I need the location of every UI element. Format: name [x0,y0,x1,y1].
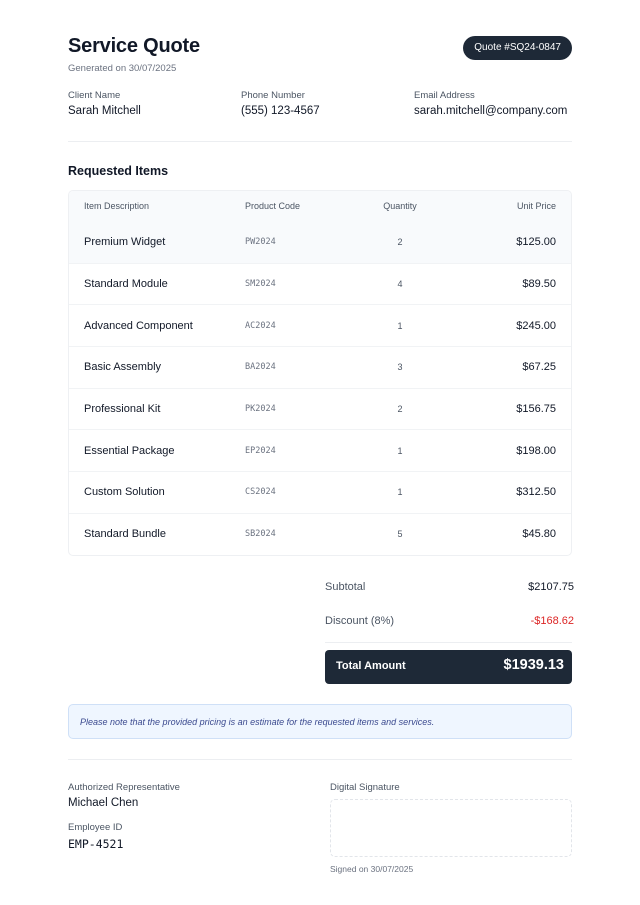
item-code: PW2024 [245,236,276,247]
pricing-note-text: Please note that the provided pricing is an estimate for the requested items and services. [80,716,435,727]
client-info [68,90,572,130]
item-price: $245.00 [516,319,556,332]
item-description: Basic Assembly [84,361,162,374]
subtotal-row [325,572,572,606]
item-code: AC2024 [245,320,276,331]
discount-value: -$168.62 [530,615,574,627]
column-header-code: Product Code [245,201,301,211]
quote-header [68,0,572,90]
item-quantity: 1 [397,445,403,456]
item-code: SB2024 [245,529,276,540]
table-row [69,346,571,388]
total-amount-box [325,650,572,684]
generated-date: Generated on 30/07/2025 [68,63,177,74]
item-code: PK2024 [245,404,276,415]
total-label: Total Amount [336,660,406,672]
client-name-label: Client Name [68,90,121,101]
item-price: $198.00 [516,444,556,457]
page-title: Service Quote [68,35,200,57]
item-code: EP2024 [245,445,276,456]
item-price: $89.50 [522,278,556,291]
table-row [69,429,571,471]
representative-info [68,782,180,851]
totals-divider [325,642,572,643]
rep-name: Michael Chen [68,797,139,809]
items-table [68,190,572,556]
discount-label: Discount (8%) [325,615,395,627]
subtotal-label: Subtotal [325,581,366,593]
item-quantity: 2 [397,236,403,247]
rep-label: Authorized Representative [68,782,180,793]
item-price: $67.25 [522,361,556,374]
table-row [69,513,571,555]
employee-id-label: Employee ID [68,822,123,833]
signature-divider [68,759,572,760]
employee-id-value: EMP-4521 [68,837,124,851]
item-code: CS2024 [245,487,276,498]
item-description: Essential Package [84,444,175,457]
signature-box[interactable] [330,799,572,857]
digital-signature-section [330,782,572,874]
item-description: Professional Kit [84,403,161,416]
column-header-description: Item Description [84,201,150,211]
item-description: Custom Solution [84,486,165,499]
email-value: sarah.mitchell@company.com [414,105,568,117]
item-quantity: 1 [397,320,403,331]
item-price: $312.50 [516,486,556,499]
table-row [69,471,571,513]
item-price: $156.75 [516,403,556,416]
item-description: Advanced Component [84,319,193,332]
table-row [69,388,571,430]
item-description: Premium Widget [84,235,166,248]
item-price: $45.80 [522,528,556,541]
column-header-price: Unit Price [516,201,556,211]
requested-items-heading: Requested Items [68,164,169,178]
item-description: Standard Module [84,278,168,291]
discount-row [325,606,572,640]
column-header-quantity: Quantity [383,201,417,211]
client-name-value: Sarah Mitchell [68,105,141,117]
totals-summary [325,572,572,684]
section-divider [68,141,572,142]
table-row [69,263,571,305]
phone-value: (555) 123-4567 [241,105,320,117]
item-code: SM2024 [245,279,276,290]
subtotal-value: $2107.75 [528,581,574,593]
pricing-note [68,704,572,739]
item-description: Standard Bundle [84,528,166,541]
item-price: $125.00 [516,235,556,248]
email-field [414,90,567,117]
total-value: $1939.13 [503,657,564,673]
table-row [69,304,571,346]
item-quantity: 3 [397,362,403,373]
phone-label: Phone Number [241,90,305,101]
item-quantity: 1 [397,487,403,498]
phone-field [241,90,320,117]
item-quantity: 4 [397,279,403,290]
table-header [69,191,571,221]
email-label: Email Address [414,90,475,101]
service-quote-document [68,0,574,874]
signed-date: Signed on 30/07/2025 [330,864,414,874]
table-row [69,221,571,263]
signature-label: Digital Signature [330,782,400,793]
client-name-field [68,90,141,117]
item-quantity: 2 [397,404,403,415]
quote-number-badge: Quote #SQ24-0847 [463,36,572,60]
item-quantity: 5 [397,529,403,540]
item-code: BA2024 [245,362,276,373]
